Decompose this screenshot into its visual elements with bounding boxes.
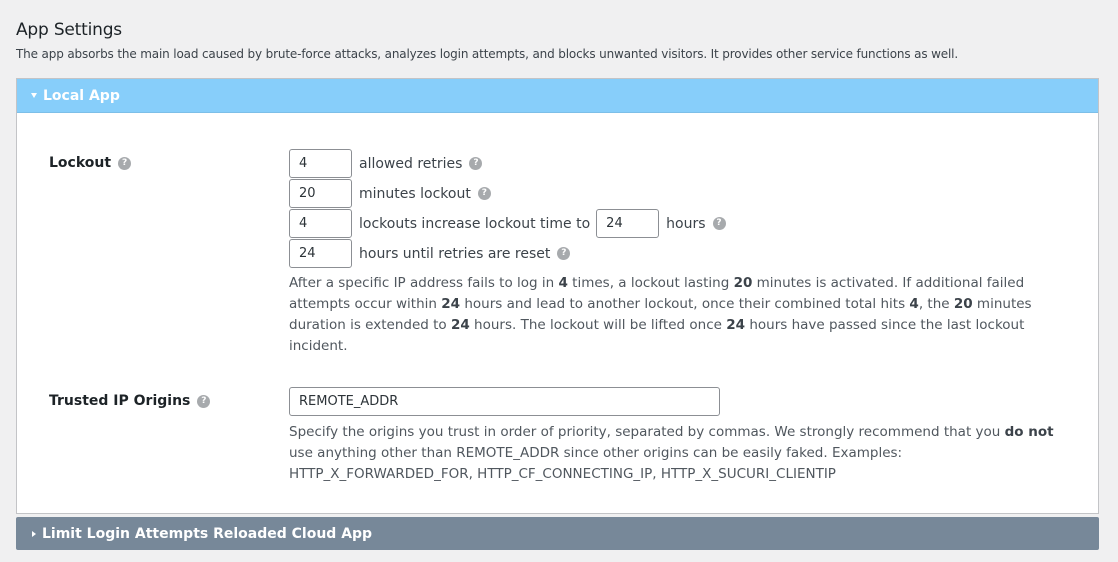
retries-reset-row (289, 239, 570, 268)
lockout-label (49, 155, 131, 171)
summary-value: 20 (733, 275, 753, 291)
lockouts-increase-text: lockouts increase lockout time to (359, 215, 591, 232)
summary-value: 24 (450, 317, 470, 333)
question-circle-icon[interactable]: ? (713, 217, 726, 230)
trusted-ip-label-text: Trusted IP Origins (49, 393, 191, 409)
trusted-ip-row (289, 387, 720, 416)
summary-text: After a specific IP address fails to log in (289, 275, 559, 291)
cloud-app-header[interactable] (16, 517, 1099, 550)
question-circle-icon[interactable]: ? (469, 157, 482, 170)
summary-text: minutes is activated. If additional failed attempts occur within (289, 275, 1025, 312)
hours-text: hours (666, 215, 706, 232)
lockouts-count-input[interactable] (289, 209, 352, 238)
lockout-label-text: Lockout (49, 155, 112, 171)
trusted-desc-bold: do not (1004, 424, 1054, 440)
lockouts-increase-row (289, 209, 726, 238)
summary-text: hours. The lockout will be lifted once (469, 317, 727, 333)
trusted-desc-text: use anything other than REMOTE_ADDR since other origins can be easily faked. Examples: HTTP_X_FORWARDED_FOR, HTTP_CF_CONNECTING_IP, HTTP_X_SUCURI_CLIENTIP (289, 445, 903, 482)
lockout-hours-input[interactable] (596, 209, 659, 238)
local-app-title: Local App (43, 87, 120, 104)
summary-text: minutes duration is extended to (289, 296, 1032, 333)
caret-right-icon (32, 531, 36, 537)
summary-text: times, a lockout lasting (567, 275, 734, 291)
summary-value: 24 (441, 296, 461, 312)
local-app-panel (16, 78, 1099, 514)
trusted-ip-label (49, 393, 210, 409)
allowed-retries-text: allowed retries (359, 155, 463, 172)
trusted-ip-description (289, 422, 1059, 485)
page-title: App Settings (16, 20, 122, 41)
question-circle-icon[interactable]: ? (197, 395, 210, 408)
minutes-lockout-row (289, 179, 491, 208)
summary-value: 20 (953, 296, 973, 312)
retries-reset-text: hours until retries are reset (359, 245, 551, 262)
question-circle-icon[interactable]: ? (478, 187, 491, 200)
trusted-ip-input[interactable] (289, 387, 720, 416)
minutes-lockout-input[interactable] (289, 179, 352, 208)
summary-text: hours and lead to another lockout, once their combined total hits (460, 296, 910, 312)
allowed-retries-input[interactable] (289, 149, 352, 178)
page-description: The app absorbs the main load caused by brute-force attacks, analyzes login attempts, and blocks unwanted visitors. It provides other service functions as well. (16, 47, 959, 61)
summary-text: , the (918, 296, 954, 312)
trusted-desc-text: Specify the origins you trust in order of priority, separated by commas. We strongly recommend that you (289, 424, 1005, 440)
allowed-retries-row (289, 149, 482, 178)
cloud-app-title: Limit Login Attempts Reloaded Cloud App (42, 525, 373, 542)
minutes-lockout-text: minutes lockout (359, 185, 471, 202)
summary-value: 24 (726, 317, 746, 333)
question-circle-icon[interactable]: ? (557, 247, 570, 260)
summary-value: 4 (909, 296, 919, 312)
local-app-header[interactable] (17, 79, 1098, 113)
summary-text: hours have passed since the last lockout incident. (289, 317, 1025, 354)
lockout-summary (289, 273, 1059, 357)
caret-down-icon (31, 93, 37, 98)
question-circle-icon[interactable]: ? (118, 157, 131, 170)
summary-value: 4 (558, 275, 568, 291)
retries-reset-input[interactable] (289, 239, 352, 268)
